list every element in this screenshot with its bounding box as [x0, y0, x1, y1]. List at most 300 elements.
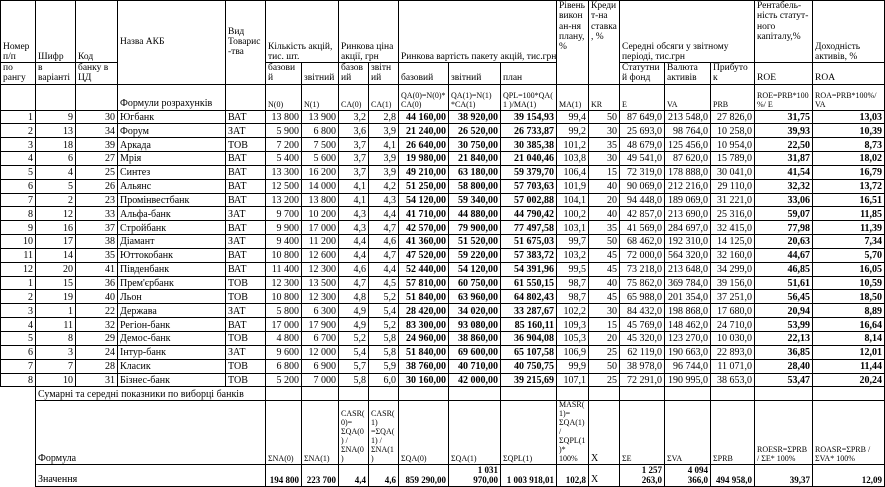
cell-col6: 12 300 [266, 276, 302, 290]
cell-col2: 6 [36, 152, 76, 166]
header-company-type: Вид Товарис-тва [226, 1, 266, 85]
cell-col16: 212 216,0 [665, 179, 711, 193]
cell-col16: 192 310,0 [665, 235, 711, 249]
cell-col13: 99,9 [557, 359, 589, 373]
cell-col1: 10 [1, 235, 36, 249]
cell-col19: 16,51 [813, 193, 885, 207]
cell-col2: 16 [36, 221, 76, 235]
cell-col7: 14 000 [302, 179, 339, 193]
table-row [1, 235, 885, 249]
cell-col4: Південбанк [118, 262, 226, 276]
cell-col19: 8,73 [813, 138, 885, 152]
table-row [1, 248, 885, 262]
cell-col17: 34 299,0 [711, 262, 755, 276]
cell-col13: 101,2 [557, 138, 589, 152]
subheader-n0-base: базовий [266, 63, 302, 85]
cell-col2: 3 [36, 345, 76, 359]
cell-col13: 106,9 [557, 345, 589, 359]
cell-col9: 6,0 [369, 373, 399, 387]
cell-col10: 30 160,00 [399, 373, 449, 387]
cell-col17: 37 251,0 [711, 290, 755, 304]
cell-col8: 4,6 [339, 262, 369, 276]
cell-col13: 106,4 [557, 165, 589, 179]
summary-empty-cell [711, 387, 755, 401]
header-roa-title: Доходність активів, % [813, 1, 885, 63]
subheader-ca0-base: базовий [339, 63, 369, 85]
cell-col16: 564 320,0 [665, 248, 711, 262]
cell-col5: ЗАТ [226, 304, 266, 318]
cell-col12: 44 790,42 [501, 207, 557, 221]
cell-col15: 49 541,0 [620, 152, 665, 166]
cell-col3: 40 [76, 290, 118, 304]
cell-col12: 21 040,46 [501, 152, 557, 166]
summary-empty-cell [620, 387, 665, 401]
cell-col17: 10 258,0 [711, 124, 755, 138]
cell-col13: 104,1 [557, 193, 589, 207]
cell-col16: 189 069,0 [665, 193, 711, 207]
cell-col12: 40 750,75 [501, 359, 557, 373]
cell-col17: 24 710,0 [711, 318, 755, 332]
cell-col19: 12,01 [813, 345, 885, 359]
cell-col1: 5 [1, 165, 36, 179]
table-row [1, 110, 885, 124]
cell-col16: 213 548,0 [665, 110, 711, 124]
cell-col3: 35 [76, 248, 118, 262]
cell-col14: 50 [589, 235, 620, 249]
cell-col3: 22 [76, 304, 118, 318]
subheader-profit: Прибуток [711, 63, 755, 85]
table-row [1, 332, 885, 346]
cell-col16: 198 868,0 [665, 304, 711, 318]
summary-title: Сумарні та середні показники по виборці банків [36, 387, 266, 401]
cell-col5: ЗАТ [226, 124, 266, 138]
cell-col15: 48 679,0 [620, 138, 665, 152]
cell-col16: 190 663,0 [665, 345, 711, 359]
cell-col4: Альфа-банк [118, 207, 226, 221]
cell-col15: 68 462,0 [620, 235, 665, 249]
summary-formula-7: ΣQPL(1) [501, 401, 557, 465]
summary-formula-2: ΣNA(1) [302, 401, 339, 465]
summary-empty-cell [665, 387, 711, 401]
cell-col7: 13 500 [302, 276, 339, 290]
cell-col13: 109,3 [557, 318, 589, 332]
cell-col18: 39,93 [755, 124, 813, 138]
cell-col14: 40 [589, 179, 620, 193]
cell-col18: 53,47 [755, 373, 813, 387]
cell-col18: 20,94 [755, 304, 813, 318]
header-cipher: Шифр [36, 1, 76, 63]
cell-col18: 46,85 [755, 262, 813, 276]
formula-qpl: QPL=100*QA(1 )/MA(1) [501, 84, 557, 110]
cell-col12: 36 904,08 [501, 332, 557, 346]
cell-col14: 20 [589, 193, 620, 207]
cell-col13: 98,7 [557, 276, 589, 290]
cell-col15: 25 693,0 [620, 124, 665, 138]
cell-col15: 84 432,0 [620, 304, 665, 318]
summary-formula-4: CASR(1) =ΣQA(1) / ΣNA(1) [369, 401, 399, 465]
cell-col3: 34 [76, 124, 118, 138]
cell-col4: Мрія [118, 152, 226, 166]
cell-col15: 65 988,0 [620, 290, 665, 304]
summary-formula-13: ROESR=ΣPRB / ΣE* 100% [755, 401, 813, 465]
cell-col8: 4,4 [339, 248, 369, 262]
cell-col3: 30 [76, 110, 118, 124]
cell-col15: 72 000,0 [620, 248, 665, 262]
cell-col19: 18,02 [813, 152, 885, 166]
cell-col12: 59 379,70 [501, 165, 557, 179]
cell-col12: 39 215,69 [501, 373, 557, 387]
summary-formula-row [1, 401, 885, 465]
table-row [1, 138, 885, 152]
cell-col14: 30 [589, 124, 620, 138]
subheader-qa1-report: звітний [449, 63, 501, 85]
cell-col18: 20,63 [755, 235, 813, 249]
summary-value-6: 1 031 970,00 [449, 465, 501, 487]
cell-col9: 4,1 [369, 138, 399, 152]
cell-col19: 16,05 [813, 262, 885, 276]
cell-col10: 41 360,00 [399, 235, 449, 249]
cell-col19: 20,24 [813, 373, 885, 387]
cell-col8: 4,4 [339, 235, 369, 249]
cell-col4: Бізнес-банк [118, 373, 226, 387]
table-row [1, 165, 885, 179]
formula-ma1: MA(1) [557, 84, 589, 110]
cell-col19: 13,72 [813, 179, 885, 193]
cell-col13: 99,2 [557, 124, 589, 138]
cell-col3: 41 [76, 262, 118, 276]
cell-col5: ТОВ [226, 332, 266, 346]
cell-col6: 5 400 [266, 152, 302, 166]
cell-col16: 96 744,0 [665, 359, 711, 373]
cell-col7: 12 600 [302, 248, 339, 262]
summary-formula-12: ΣPRB [711, 401, 755, 465]
cell-col10: 83 300,00 [399, 318, 449, 332]
cell-col18: 22,50 [755, 138, 813, 152]
summary-empty-cell [589, 387, 620, 401]
cell-col15: 62 119,0 [620, 345, 665, 359]
cell-col3: 24 [76, 345, 118, 359]
cell-col7: 16 200 [302, 165, 339, 179]
cell-col10: 38 760,00 [399, 359, 449, 373]
cell-col7: 17 900 [302, 318, 339, 332]
summary-value-1: 194 800 [266, 465, 302, 487]
cell-col18: 53,99 [755, 318, 813, 332]
cell-col12: 30 385,38 [501, 138, 557, 152]
cell-col12: 64 802,43 [501, 290, 557, 304]
cell-col12: 61 550,15 [501, 276, 557, 290]
cell-col8: 3,7 [339, 152, 369, 166]
summary-empty-cell [339, 387, 369, 401]
cell-col8: 3,6 [339, 124, 369, 138]
cell-col19: 11,44 [813, 359, 885, 373]
cell-col14: 20 [589, 332, 620, 346]
summary-formula-1: ΣNA(0) [266, 401, 302, 465]
summary-title-row [1, 387, 885, 401]
cell-col15: 42 857,0 [620, 207, 665, 221]
cell-col1: 2 [1, 290, 36, 304]
cell-col17: 10 030,0 [711, 332, 755, 346]
cell-col13: 102,2 [557, 304, 589, 318]
cell-col15: 38 978,0 [620, 359, 665, 373]
cell-col2: 8 [36, 332, 76, 346]
cell-col5: ВАТ [226, 262, 266, 276]
table-row [1, 262, 885, 276]
cell-col3: 39 [76, 138, 118, 152]
cell-col10: 26 640,00 [399, 138, 449, 152]
table-row [1, 207, 885, 221]
cell-col8: 5,4 [339, 345, 369, 359]
cell-col5: ВАТ [226, 318, 266, 332]
cell-col2: 17 [36, 235, 76, 249]
formula-ca0: CA(0) [339, 84, 369, 110]
cell-col10: 42 570,00 [399, 221, 449, 235]
cell-col18: 31,75 [755, 110, 813, 124]
cell-col3: 33 [76, 207, 118, 221]
cell-col9: 5,8 [369, 345, 399, 359]
cell-col9: 3,9 [369, 152, 399, 166]
cell-col7: 5 600 [302, 152, 339, 166]
cell-col14: 45 [589, 262, 620, 276]
cell-col5: ЗАТ [226, 207, 266, 221]
subheader-statutory-fund: Статутний фонд [620, 63, 665, 85]
cell-col12: 85 160,11 [501, 318, 557, 332]
cell-col2: 9 [36, 110, 76, 124]
cell-col11: 63 180,00 [449, 165, 501, 179]
cell-col4: Юттокобанк [118, 248, 226, 262]
formula-e: E [620, 84, 665, 110]
cell-col7: 7 000 [302, 373, 339, 387]
summary-value-7: 1 003 918,01 [501, 465, 557, 487]
cell-col18: 28,40 [755, 359, 813, 373]
cell-col13: 103,1 [557, 221, 589, 235]
cell-col14: 45 [589, 290, 620, 304]
cell-col1: 6 [1, 179, 36, 193]
table-row [1, 124, 885, 138]
cell-col13: 98,7 [557, 290, 589, 304]
cell-col9: 5,2 [369, 290, 399, 304]
header-number: Номер п/п [1, 1, 36, 63]
cell-col2: 4 [36, 165, 76, 179]
cell-col12: 33 287,67 [501, 304, 557, 318]
cell-col5: ВАТ [226, 193, 266, 207]
cell-col11: 69 600,00 [449, 345, 501, 359]
summary-formula-14: ROASR=ΣPRB / ΣVA* 100% [813, 401, 885, 465]
cell-col17: 17 680,0 [711, 304, 755, 318]
summary-empty-cell [813, 387, 885, 401]
cell-col18: 56,45 [755, 290, 813, 304]
cell-col1: 5 [1, 332, 36, 346]
summary-formula-5: ΣQA(0) [399, 401, 449, 465]
table-row [1, 290, 885, 304]
header-package-value-group: Ринкова вартість пакету акцій, тис.грн [399, 1, 557, 63]
cell-col9: 4,7 [369, 221, 399, 235]
cell-col18: 22,13 [755, 332, 813, 346]
cell-col7: 12 000 [302, 345, 339, 359]
cell-col6: 10 800 [266, 290, 302, 304]
cell-col13: 99,4 [557, 110, 589, 124]
cell-col15: 45 769,0 [620, 318, 665, 332]
cell-col6: 13 200 [266, 193, 302, 207]
cell-col2: 10 [36, 373, 76, 387]
cell-col16: 284 697,0 [665, 221, 711, 235]
cell-col19: 13,03 [813, 110, 885, 124]
cell-col4: Регіон-банк [118, 318, 226, 332]
cell-col6: 9 600 [266, 345, 302, 359]
cell-col6: 13 300 [266, 165, 302, 179]
cell-col2: 7 [36, 359, 76, 373]
cell-col5: ВАТ [226, 165, 266, 179]
table-row [1, 276, 885, 290]
formula-qa0: QA(0)=N(0)* CA(0) [399, 84, 449, 110]
cell-col13: 99,5 [557, 262, 589, 276]
table-row [1, 221, 885, 235]
cell-col2: 14 [36, 248, 76, 262]
cell-col19: 10,39 [813, 124, 885, 138]
cell-col16: 87 620,0 [665, 152, 711, 166]
summary-value-8: 102,8 [557, 465, 589, 487]
cell-col10: 49 210,00 [399, 165, 449, 179]
subheader-assets-currency: Валюта активів [665, 63, 711, 85]
cell-col16: 201 354,0 [665, 290, 711, 304]
cell-col6: 11 400 [266, 262, 302, 276]
cell-col10: 19 980,00 [399, 152, 449, 166]
cell-col3: 32 [76, 318, 118, 332]
cell-col5: ВАТ [226, 221, 266, 235]
summary-empty-cell [369, 387, 399, 401]
cell-col16: 125 456,0 [665, 138, 711, 152]
formula-va: VA [665, 84, 711, 110]
summary-value-5: 859 290,00 [399, 465, 449, 487]
cell-col18: 44,67 [755, 248, 813, 262]
cell-col10: 44 160,00 [399, 110, 449, 124]
cell-col11: 59 340,00 [449, 193, 501, 207]
cell-col16: 98 764,0 [665, 124, 711, 138]
cell-col2: 13 [36, 124, 76, 138]
cell-col11: 42 000,00 [449, 373, 501, 387]
cell-col4: Прем'єрбанк [118, 276, 226, 290]
cell-col16: 213 690,0 [665, 207, 711, 221]
cell-col16: 213 648,0 [665, 262, 711, 276]
table-row [1, 179, 885, 193]
cell-col2: 18 [36, 138, 76, 152]
cell-col17: 11 071,0 [711, 359, 755, 373]
cell-col8: 4,1 [339, 179, 369, 193]
cell-col4: Альянс [118, 179, 226, 193]
cell-col16: 178 888,0 [665, 165, 711, 179]
cell-col11: 59 220,00 [449, 248, 501, 262]
cell-col18: 33,06 [755, 193, 813, 207]
cell-col16: 148 462,0 [665, 318, 711, 332]
cell-col11: 58 800,00 [449, 179, 501, 193]
formula-prb: PRB [711, 84, 755, 110]
cell-col10: 51 840,00 [399, 290, 449, 304]
header-average-volumes-group: Середні обсяги у звітному періоді, тис.грн [620, 1, 755, 63]
table-row [1, 359, 885, 373]
cell-col6: 6 800 [266, 359, 302, 373]
cell-col4: Діамант [118, 235, 226, 249]
summary-left-spacer [1, 465, 36, 487]
formula-ca1: CA(1) [369, 84, 399, 110]
summary-empty-cell [449, 387, 501, 401]
formula-roa: ROA=PRB*100%/ VA [813, 84, 885, 110]
subheader-bank-in-cd: банку в ЦД [76, 63, 118, 85]
cell-col6: 7 200 [266, 138, 302, 152]
subheader-roe: ROE [755, 63, 813, 85]
cell-col3: 37 [76, 221, 118, 235]
cell-col6: 5 800 [266, 304, 302, 318]
cell-col14: 30 [589, 304, 620, 318]
cell-col1: 7 [1, 359, 36, 373]
cell-col15: 41 569,0 [620, 221, 665, 235]
cell-col9: 4,4 [369, 262, 399, 276]
cell-col9: 4,4 [369, 207, 399, 221]
subheader-plan: план [501, 63, 557, 85]
cell-col9: 4,3 [369, 193, 399, 207]
table-row [1, 152, 885, 166]
cell-col6: 5 200 [266, 373, 302, 387]
cell-col10: 51 840,00 [399, 345, 449, 359]
cell-col18: 51,61 [755, 276, 813, 290]
summary-value-11: 4 094 366,0 [665, 465, 711, 487]
cell-col12: 77 497,58 [501, 221, 557, 235]
cell-col19: 8,89 [813, 304, 885, 318]
cell-col12: 39 154,93 [501, 110, 557, 124]
summary-empty-cell [755, 387, 813, 401]
cell-col2: 15 [36, 276, 76, 290]
cell-col4: Держава [118, 304, 226, 318]
formula-n1: N(1) [302, 84, 339, 110]
cell-col17: 25 316,0 [711, 207, 755, 221]
cell-col3: 27 [76, 152, 118, 166]
table-row [1, 318, 885, 332]
cell-col17: 27 826,0 [711, 110, 755, 124]
summary-value-10: 1 257 263,0 [620, 465, 665, 487]
cell-col18: 31,87 [755, 152, 813, 166]
header-roe-title: Рентабель-ність статут-ного капіталу,% [755, 1, 813, 63]
summary-formula-11: ΣVA [665, 401, 711, 465]
cell-col7: 6 800 [302, 124, 339, 138]
cell-col11: 38 920,00 [449, 110, 501, 124]
cell-col8: 5,8 [339, 373, 369, 387]
cell-col2: 2 [36, 193, 76, 207]
summary-value-3: 4,4 [339, 465, 369, 487]
cell-col12: 57 383,72 [501, 248, 557, 262]
cell-col5: ТОВ [226, 290, 266, 304]
cell-col18: 36,85 [755, 345, 813, 359]
cell-col14: 15 [589, 318, 620, 332]
cell-col19: 16,79 [813, 165, 885, 179]
cell-col14: 25 [589, 373, 620, 387]
cell-col6: 10 800 [266, 248, 302, 262]
cell-col6: 4 800 [266, 332, 302, 346]
cell-col2: 11 [36, 318, 76, 332]
subheader-roa: ROA [813, 63, 885, 85]
cell-col8: 3,7 [339, 165, 369, 179]
cell-col9: 4,5 [369, 276, 399, 290]
cell-col12: 65 107,58 [501, 345, 557, 359]
cell-col17: 29 110,0 [711, 179, 755, 193]
cell-col5: ВАТ [226, 152, 266, 166]
cell-col14: 50 [589, 110, 620, 124]
cell-col17: 30 041,0 [711, 165, 755, 179]
cell-col10: 54 120,00 [399, 193, 449, 207]
cell-col14: 40 [589, 276, 620, 290]
table-row [1, 193, 885, 207]
cell-col15: 75 862,0 [620, 276, 665, 290]
cell-col1: 6 [1, 345, 36, 359]
summary-empty-cell [501, 387, 557, 401]
cell-col11: 30 750,00 [449, 138, 501, 152]
